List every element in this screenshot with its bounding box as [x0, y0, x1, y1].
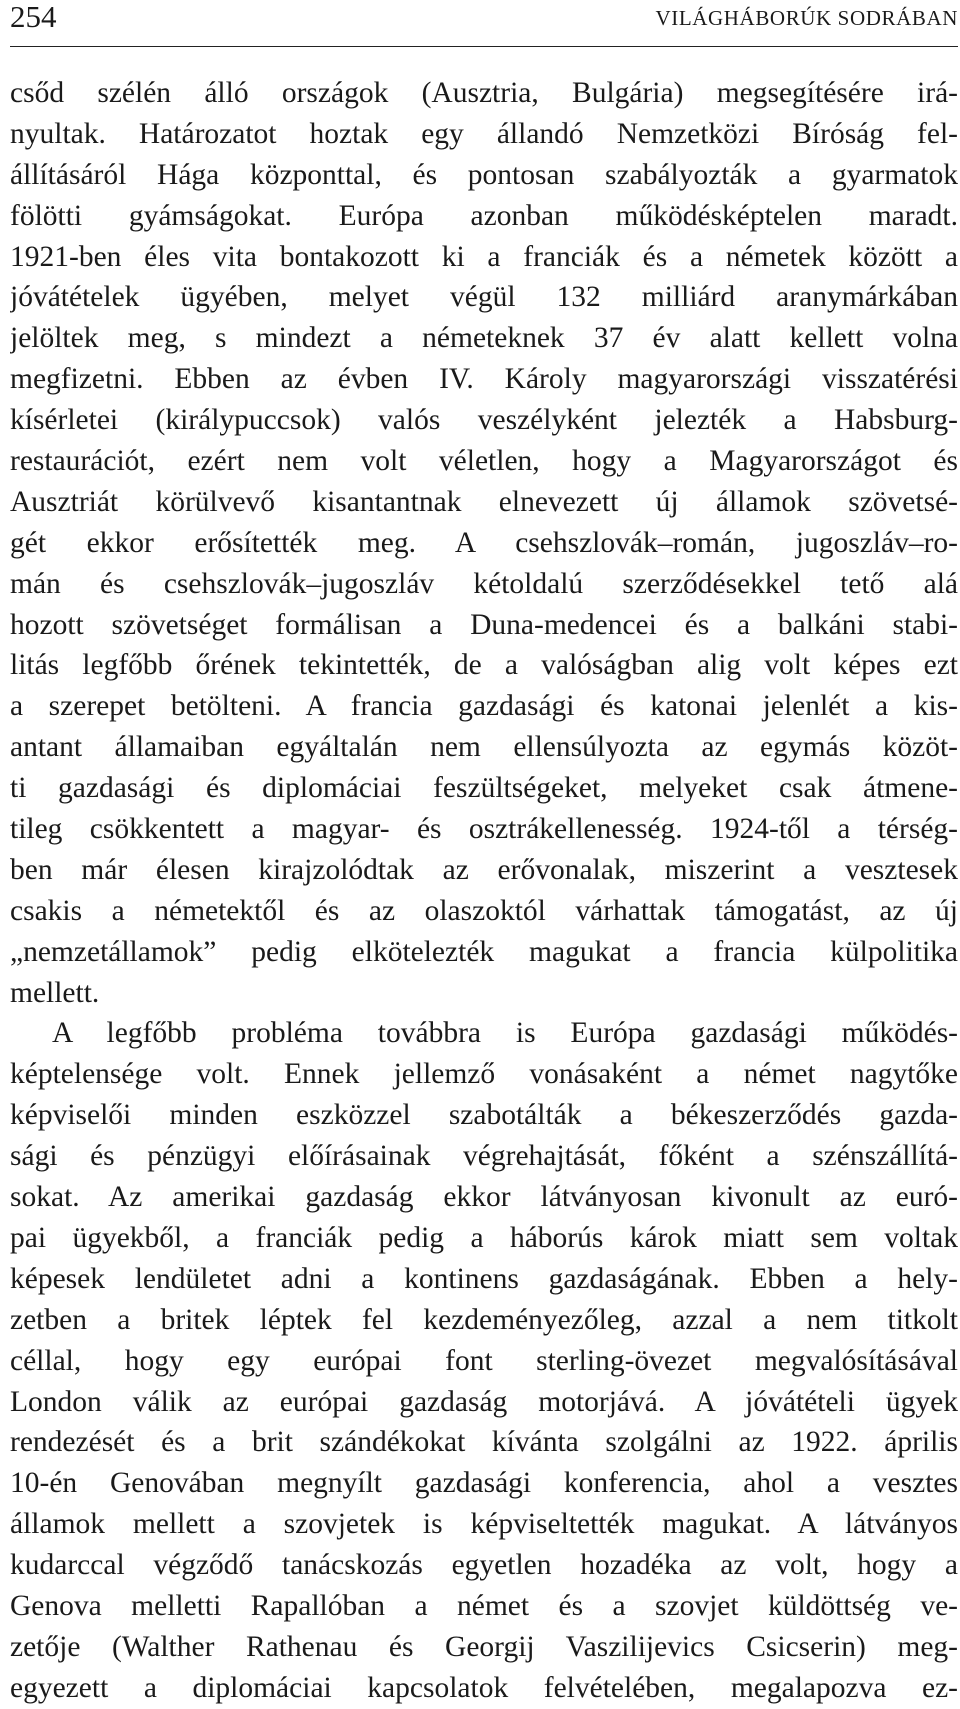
- text-line: restaurációt, ezért nem volt véletlen, hogy a Magyarországot és: [10, 445, 958, 478]
- text-line: egyezett a diplomáciai kapcsolatok felvételében, megalapozva ez-: [10, 1671, 958, 1704]
- text-line: rendezését és a brit szándékokat kívánta szolgálni az 1922. április: [10, 1426, 958, 1459]
- text-line: ben már élesen kirajzolódtak az erővonalak, miszerint a vesztesek: [10, 853, 958, 886]
- text-line: jelöltek meg, s mindezt a németeknek 37 év alatt kellett volna: [10, 322, 958, 355]
- text-line: London válik az európai gazdaság motorjává. A jóvátételi ügyek: [10, 1385, 958, 1418]
- text-line: antant államaiban egyáltalán nem ellensúlyozta az egymás közöt-: [10, 731, 958, 764]
- text-line: „nemzetállamok” pedig elkötelezték magukat a francia külpolitika: [10, 935, 958, 968]
- text-line: céllal, hogy egy európai font sterling-övezet megvalósításával: [10, 1344, 958, 1377]
- text-line: a szerepet betölteni. A francia gazdasági és katonai jelenlét a kis-: [10, 690, 958, 723]
- text-line: zetben a britek léptek fel kezdeményezőleg, azzal a nem titkolt: [10, 1303, 958, 1336]
- text-line: Ausztriát körülvevő kisantantnak elnevezett új államok szövetsé-: [10, 485, 958, 518]
- text-line: sokat. Az amerikai gazdaság ekkor látványosan kivonult az euró-: [10, 1181, 958, 1214]
- paragraph: [10, 1013, 958, 1708]
- text-line: képviselői minden eszközzel szabotálták a békeszerződés gazda-: [10, 1099, 958, 1132]
- text-line: sági és pénzügyi előírásainak végrehajtását, főként a szénszállítá-: [10, 1140, 958, 1173]
- text-line: ti gazdasági és diplomáciai feszültségeket, melyeket csak átmene-: [10, 772, 958, 805]
- text-line: tileg csökkentett a magyar- és osztrákellenesség. 1924-től a térség-: [10, 813, 958, 846]
- text-line: hozott szövetséget formálisan a Duna-medencei és a balkáni stabi-: [10, 608, 958, 641]
- text-line: A legfőbb probléma továbbra is Európa gazdasági működés-: [52, 1017, 958, 1050]
- text-line: pai ügyekből, a franciák pedig a háborús károk miatt sem voltak: [10, 1221, 958, 1254]
- text-line: litás legfőbb őrének tekintették, de a valóságban alig volt képes ezt: [10, 649, 958, 682]
- running-header: [10, 0, 958, 47]
- body-text: [10, 73, 958, 1709]
- text-line: képesek lendületet adni a kontinens gazdaságának. Ebben a hely-: [10, 1262, 958, 1295]
- text-line: fölötti gyámságokat. Európa azonban működésképtelen maradt.: [10, 199, 958, 232]
- text-line: csőd szélén álló országok (Ausztria, Bulgária) megsegítésére irá-: [10, 77, 958, 109]
- text-line: jóvátételek ügyében, melyet végül 132 milliárd aranymárkában: [10, 281, 958, 314]
- running-title: VILÁGHÁBORÚK SODRÁBAN: [655, 6, 958, 30]
- page-number: 254: [10, 0, 57, 34]
- text-line: nyultak. Határozatot hoztak egy állandó Nemzetközi Bíróság fel-: [10, 117, 958, 150]
- text-line: állításáról Hága központtal, és pontosan szabályozták a gyarmatok: [10, 158, 958, 191]
- text-line: kísérletei (királypuccsok) valós veszélyként jelezték a Habsburg-: [10, 404, 958, 437]
- text-line: 1921-ben éles vita bontakozott ki a franciák és a németek között a: [10, 240, 958, 273]
- text-line: csakis a németektől és az olaszoktól várhattak támogatást, az új: [10, 894, 958, 927]
- text-line: mellett.: [10, 976, 100, 1009]
- text-line: megfizetni. Ebben az évben IV. Károly magyarországi visszatérési: [10, 363, 958, 396]
- text-line: Genova melletti Rapallóban a német és a szovjet küldöttség ve-: [10, 1589, 958, 1622]
- text-line: gét ekkor erősítették meg. A csehszlovák–román, jugoszláv–ro-: [10, 526, 958, 559]
- text-line: képtelensége volt. Ennek jellemző vonásaként a német nagytőke: [10, 1058, 958, 1091]
- text-line: mán és csehszlovák–jugoszláv kétoldalú szerződésekkel tető alá: [10, 567, 958, 600]
- text-line: 10-én Genovában megnyílt gazdasági konferencia, ahol a vesztes: [10, 1467, 958, 1500]
- paragraph: [10, 73, 958, 1013]
- text-line: zetője (Walther Rathenau és Georgij Vaszilijevics Csicserin) meg-: [10, 1630, 958, 1663]
- book-page: [10, 0, 958, 1709]
- text-line: államok mellett a szovjetek is képviseltették magukat. A látványos: [10, 1508, 958, 1541]
- text-line: kudarccal végződő tanácskozás egyetlen hozadéka az volt, hogy a: [10, 1549, 958, 1582]
